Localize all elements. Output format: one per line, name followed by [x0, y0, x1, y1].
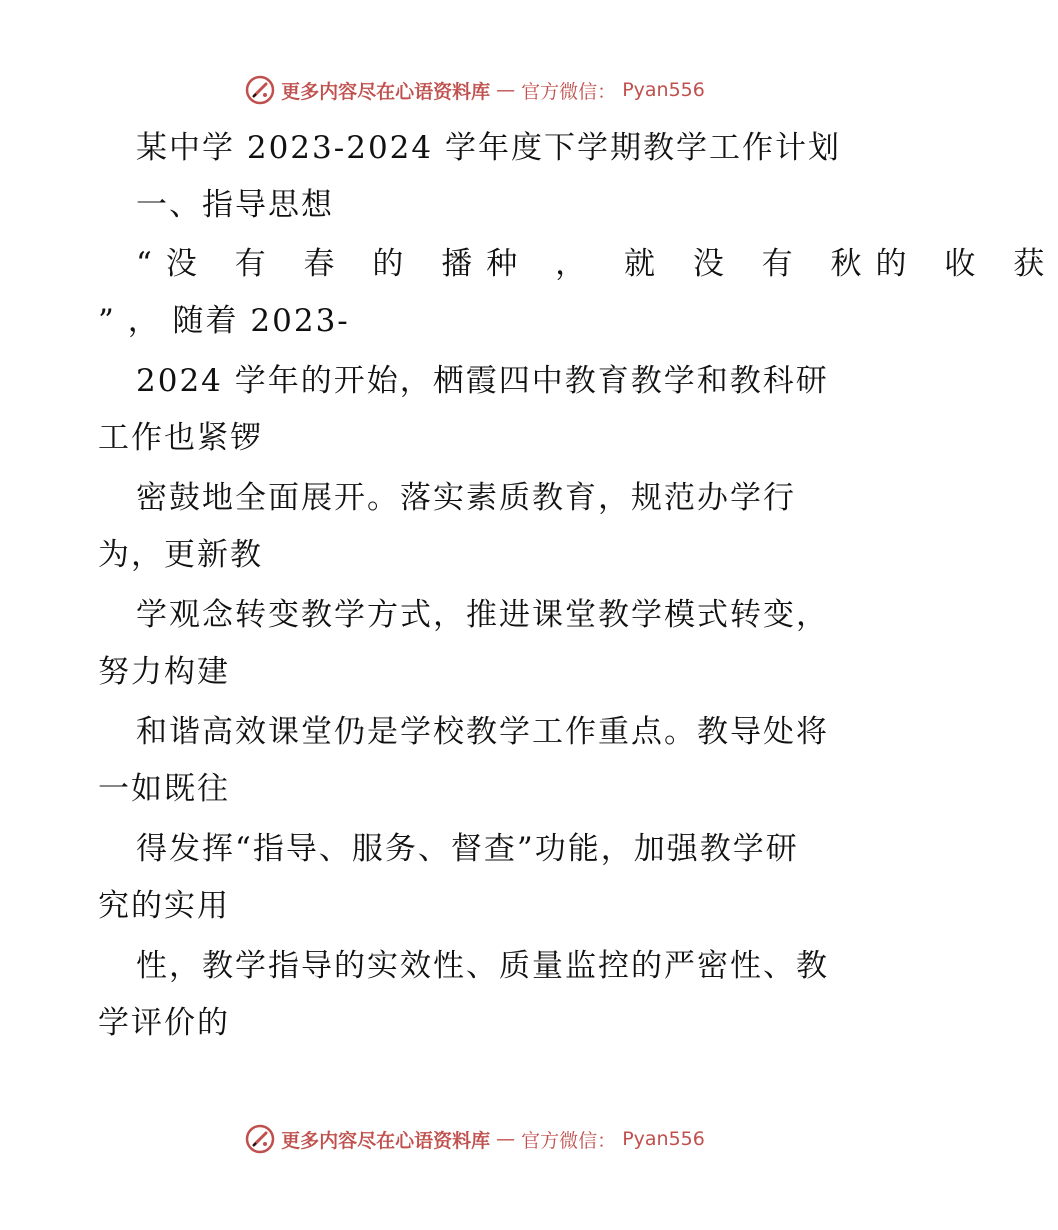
paragraph-line: 学评价的 [98, 1005, 230, 1041]
banner-wechat-id: Pyan556 [622, 79, 705, 101]
paragraph-line: 2024 学年的开始，栖霞四中教育教学和教科研 [136, 363, 829, 399]
banner-wechat-label: 官方微信： [521, 1129, 617, 1152]
footer-watermark-banner [0, 1119, 950, 1159]
paragraph-line: 和谐高效课堂仍是学校教学工作重点。教导处将 [136, 714, 829, 750]
banner-library-text: 更多内容尽在心语资料库 [281, 1129, 491, 1152]
paragraph-line: ” ， 随着 2023- [98, 303, 350, 339]
section-heading: 一、指导思想 [136, 187, 334, 223]
paragraph-line: 性，教学指导的实效性、质量监控的严密性、教 [136, 948, 829, 984]
pen-book-logo-icon [245, 1124, 275, 1154]
paragraph-line: 学观念转变教学方式，推进课堂教学模式转变， [136, 597, 829, 633]
paragraph-line: 密鼓地全面展开。落实素质教育，规范办学行 [136, 480, 796, 516]
banner-separator: — [496, 79, 516, 101]
pen-book-logo-icon [245, 75, 275, 105]
banner-separator: — [496, 1128, 516, 1150]
document-title: 某中学 2023-2024 学年度下学期教学工作计划 [136, 130, 841, 166]
banner-wechat-id: Pyan556 [622, 1128, 705, 1150]
paragraph-line: 得发挥“指导、服务、督查”功能，加强教学研 [136, 831, 799, 867]
paragraph-line: 努力构建 [98, 654, 230, 690]
banner-library-text: 更多内容尽在心语资料库 [281, 80, 491, 103]
header-watermark-banner [0, 70, 950, 110]
paragraph-line: 为，更新教 [98, 537, 263, 573]
banner-wechat-label: 官方微信： [521, 80, 617, 103]
paragraph-line: 一如既往 [98, 771, 230, 807]
paragraph-line: 究的实用 [98, 888, 230, 924]
paragraph-line: 工作也紧锣 [98, 420, 263, 456]
paragraph-line: “没 有 春 的 播种 ， 就 没 有 秋的 收 获 [136, 246, 1058, 282]
